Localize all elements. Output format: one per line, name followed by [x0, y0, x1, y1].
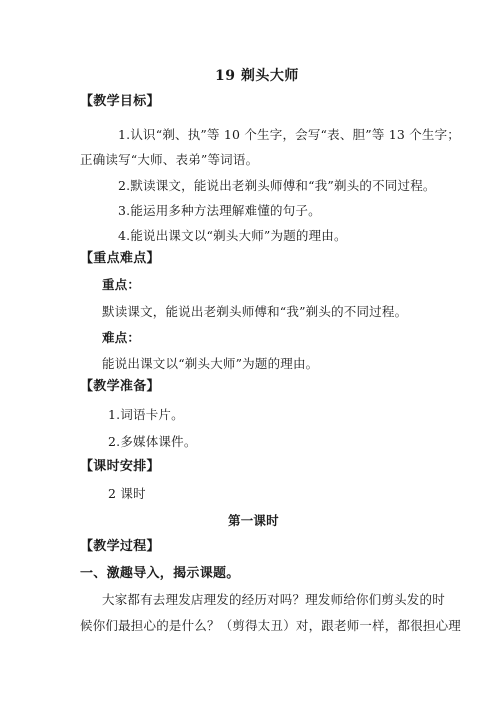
section-heading-preparation: 【教学准备】 [80, 379, 160, 394]
difficulty-text: 能说出课文以“剃头大师”为题的理由。 [102, 356, 319, 371]
section-heading-goals: 【教学目标】 [80, 94, 160, 109]
lesson-1-heading: 第一课时 [228, 513, 279, 528]
goal-item-2: 2.默读课文，能说出老剃头师傅和“我”剃头的不同过程。 [118, 178, 436, 193]
section-heading-key-points: 【重点难点】 [80, 251, 160, 266]
goal-item-3: 3.能运用多种方法理解难懂的句子。 [118, 203, 321, 218]
process-paragraph-1-line-1: 大家都有去理发店理发的经历对吗？理发师给你们剪头发的时 [102, 592, 445, 607]
process-section-1: 一、激趣导入，揭示课题。 [80, 566, 240, 581]
preparation-item-1: 1.词语卡片。 [108, 407, 184, 422]
section-heading-process: 【教学过程】 [80, 539, 160, 554]
schedule-text: 2 课时 [108, 486, 146, 501]
focus-label: 重点： [102, 277, 141, 292]
focus-text: 默读课文，能说出老剃头师傅和“我”剃头的不同过程。 [102, 304, 408, 319]
difficulty-label: 难点： [102, 330, 141, 345]
process-paragraph-1-line-2: 候你们最担心的是什么？（剪得太丑）对，跟老师一样，都很担心理 [80, 618, 462, 633]
goal-item-1-line-1: 1.认识“剃、执”等 10 个生字，会写“表、胆”等 13 个生字； [118, 127, 460, 142]
goal-item-1-line-2: 正确读写“大师、表弟”等词语。 [80, 152, 259, 167]
page-title: 19 剃头大师 [215, 68, 299, 84]
preparation-item-2: 2.多媒体课件。 [108, 434, 197, 449]
section-heading-schedule: 【课时安排】 [80, 459, 160, 474]
goal-item-4: 4.能说出课文以“剃头大师”为题的理由。 [118, 228, 347, 243]
